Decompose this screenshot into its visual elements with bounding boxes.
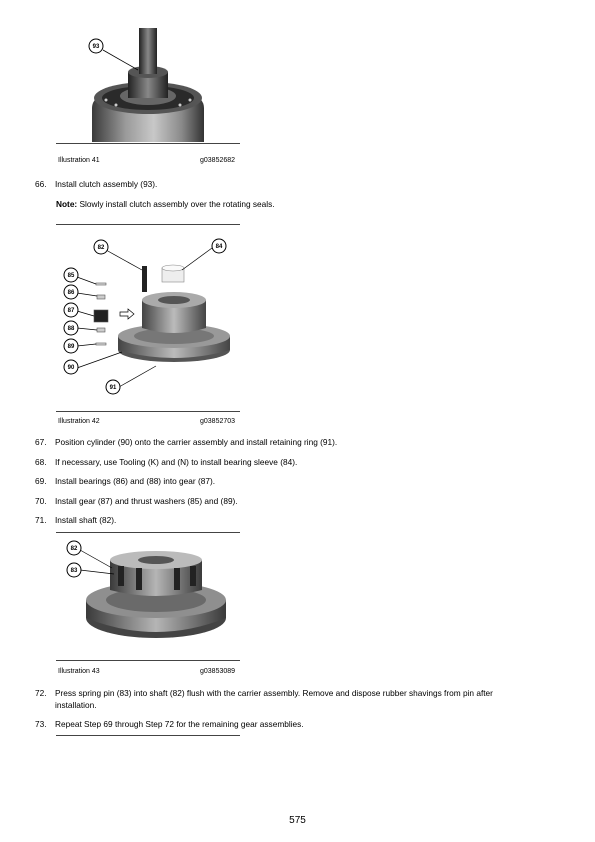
illustration-42-code: g03852703 <box>200 418 236 425</box>
step-text: Position cylinder (90) onto the carrier assembly and install retaining ring (91). <box>55 437 338 447</box>
illustration-42-caption: Illustration 42 <box>58 418 100 425</box>
illustration-41-rule <box>56 143 240 144</box>
step-number: 70. <box>35 496 47 506</box>
illustration-43-top-rule <box>56 532 240 533</box>
step-number: 73. <box>35 719 47 729</box>
callout-83: 83 <box>70 568 78 575</box>
step-text: Press spring pin (83) into shaft (82) flush with the carrier assembly. Remove and dispose rubber shavings from pin after installation. <box>55 688 493 710</box>
callout-90: 90 <box>67 365 75 372</box>
step-number: 69. <box>35 476 47 486</box>
callout-93: 93 <box>92 44 100 51</box>
callout-82: 82 <box>97 245 105 252</box>
callout-82: 82 <box>70 546 78 553</box>
callout-91: 91 <box>109 385 117 392</box>
step-66 <box>35 178 545 190</box>
step-text: Install shaft (82). <box>55 515 117 525</box>
illustration-42-image <box>56 232 240 410</box>
step-number: 72. <box>35 688 47 698</box>
illustration-43-caption: Illustration 43 <box>58 668 100 675</box>
page-number: 575 <box>289 815 306 826</box>
step-72 <box>35 687 545 711</box>
step-number: 67. <box>35 437 47 447</box>
illustration-43-code: g03853089 <box>200 668 236 675</box>
illustration-41-image <box>56 28 240 142</box>
step-70 <box>35 495 545 507</box>
callout-89: 89 <box>67 344 75 351</box>
illustration-43-image <box>56 538 240 656</box>
step-71 <box>35 514 545 526</box>
step-text: Install bearings (86) and (88) into gear (87). <box>55 476 216 486</box>
step-number: 68. <box>35 457 47 467</box>
illustration-43-rule <box>56 660 240 661</box>
illustration-42-top-rule <box>56 224 240 225</box>
callout-86: 86 <box>67 290 75 297</box>
step-67 <box>35 436 545 448</box>
step-73 <box>35 718 545 730</box>
step-text: If necessary, use Tooling (K) and (N) to install bearing sleeve (84). <box>55 457 298 467</box>
step-number: 71. <box>35 515 47 525</box>
callout-87: 87 <box>67 308 75 315</box>
callout-84: 84 <box>215 244 223 251</box>
note-text: Slowly install clutch assembly over the rotating seals. <box>79 199 275 209</box>
illustration-41-caption: Illustration 41 <box>58 157 100 164</box>
step-69 <box>35 475 545 487</box>
end-rule <box>56 735 240 736</box>
illustration-42-rule <box>56 411 240 412</box>
note <box>56 199 275 209</box>
step-68 <box>35 456 545 468</box>
step-text: Install gear (87) and thrust washers (85) and (89). <box>55 496 238 506</box>
step-text: Repeat Step 69 through Step 72 for the remaining gear assemblies. <box>55 719 304 729</box>
callout-85: 85 <box>67 273 75 280</box>
step-text: Install clutch assembly (93). <box>55 179 158 189</box>
callout-88: 88 <box>67 326 75 333</box>
illustration-41-code: g03852682 <box>200 157 236 164</box>
note-label: Note: <box>56 199 78 209</box>
step-number: 66. <box>35 179 47 189</box>
